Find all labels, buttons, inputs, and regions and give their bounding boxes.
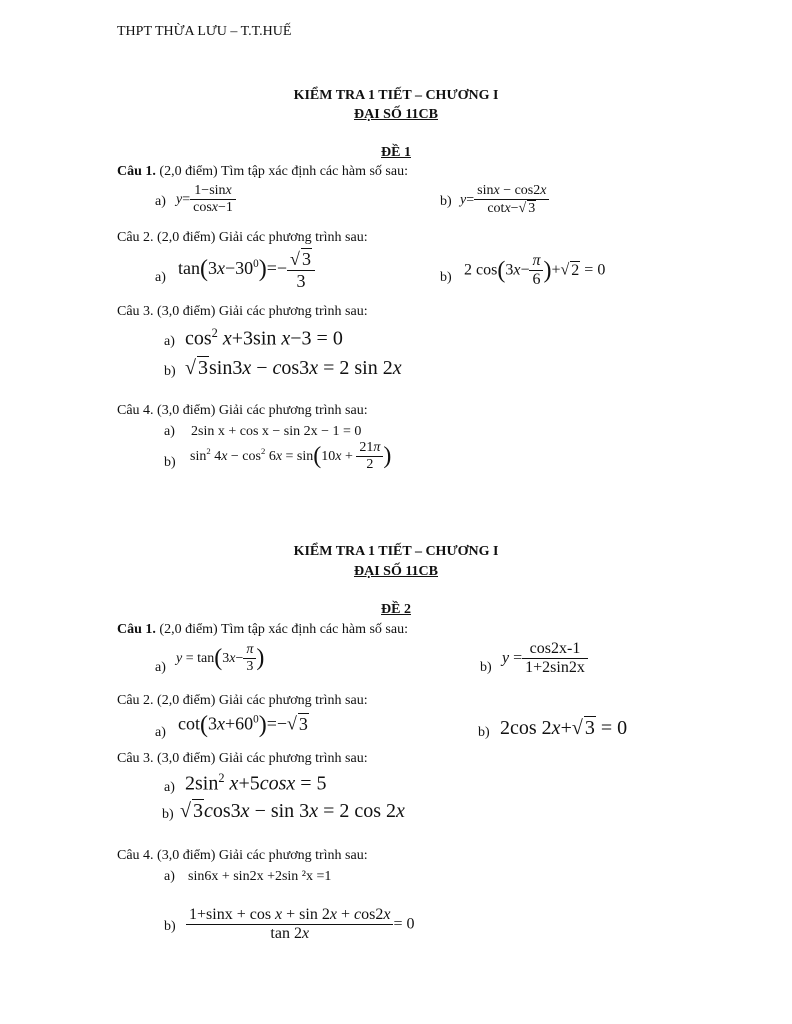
exam-title-1: KIỂM TRA 1 TIẾT – CHƯƠNG I bbox=[293, 88, 499, 103]
question-1-label-2: Câu 1. bbox=[117, 622, 156, 637]
question-1-label: Câu 1. bbox=[117, 164, 156, 179]
q1a-label-2: a) bbox=[155, 660, 166, 675]
q3b-label-2: b) bbox=[162, 807, 174, 822]
question-1-heading bbox=[117, 164, 408, 180]
question-1-text: (2,0 điểm) Tìm tập xác định các hàm số sau: bbox=[159, 164, 408, 179]
exam-subtitle-1: ĐẠI SỐ 11CB bbox=[353, 107, 439, 122]
q2a-formula-2: $\cot(3x+60^0)=-√$ 3 bbox=[178, 712, 308, 738]
school-header: THPT THỪA LƯU – T.T.HUẾ bbox=[117, 24, 292, 39]
q1a-formula: y= $\frac{1-\sin x}{\cos x-1}$ bbox=[176, 183, 236, 216]
q1b-formula: y= $\frac{\sin x - \cos 2x}{\cot x-√ 3}$ bbox=[460, 183, 549, 217]
q3a-formula: $\cos^2 x+3\sin$ x−3 = 0 bbox=[185, 326, 343, 350]
question-1-text-2: (2,0 điểm) Tìm tập xác định các hàm số sau: bbox=[159, 622, 408, 637]
q2a-label-2: a) bbox=[155, 725, 166, 740]
question-3-text-2: Câu 3. (3,0 điểm) Giải các phương trình sau: bbox=[117, 751, 368, 766]
question-4-text: Câu 4. (3,0 điểm) Giải các phương trình sau: bbox=[117, 403, 368, 418]
q2b-label-2: b) bbox=[478, 725, 490, 740]
q3b-label: b) bbox=[164, 364, 176, 379]
q4a-formula-2: sin6x + sin2x +2sin ²x =1 bbox=[188, 869, 332, 884]
q1b-formula-2: y = $\frac{\cos 2x-1}{1+2\sin 2x}$ bbox=[502, 640, 588, 678]
q1a-formula-2: y = tan(3x− $\frac{\pi}{3}$ ) bbox=[176, 642, 265, 675]
exam-code-2: ĐỀ 2 bbox=[381, 602, 411, 617]
q4a-formula: 2sin x + cos x − sin 2x − 1 = 0 bbox=[191, 424, 362, 439]
q2b-formula-2: 2cos 2x+√ 3 = 0 bbox=[500, 717, 628, 739]
q3a-formula-2: $2\sin^2$ x+5cosx = 5 bbox=[185, 771, 327, 795]
q4b-label: b) bbox=[164, 455, 176, 470]
q4a-label-2: a) bbox=[164, 869, 175, 884]
q1b-label: b) bbox=[440, 194, 452, 209]
q4b-formula-2: $\frac{\text{1+sinx + cos x + sin 2x + cos2x}}{\tan 2x}$ = 0 bbox=[186, 906, 414, 944]
q3b-formula: √ 3sin3x − cos3x = 2 sin 2x bbox=[185, 357, 402, 379]
question-4-text-2: Câu 4. (3,0 điểm) Giải các phương trình sau: bbox=[117, 848, 368, 863]
q3a-label-2: a) bbox=[164, 780, 175, 795]
q2b-formula: 2 cos(3x− $\frac{\pi}{6}$ )+√ 2 = 0 bbox=[464, 252, 606, 289]
q2b-label: b) bbox=[440, 270, 452, 285]
exam-title-2: KIỂM TRA 1 TIẾT – CHƯƠNG I bbox=[293, 544, 499, 559]
question-2-text-2: Câu 2. (2,0 điểm) Giải các phương trình sau: bbox=[117, 693, 368, 708]
question-1-heading-2 bbox=[117, 622, 408, 638]
question-2-text: Câu 2. (2,0 điểm) Giải các phương trình sau: bbox=[117, 230, 368, 245]
q1b-label-2: b) bbox=[480, 660, 492, 675]
exam-subtitle-2: ĐẠI SỐ 11CB bbox=[353, 564, 439, 579]
q3a-label: a) bbox=[164, 334, 175, 349]
question-3-text: Câu 3. (3,0 điểm) Giải các phương trình sau: bbox=[117, 304, 368, 319]
q4b-formula: $\sin^2 4x - \cos^2 6x = \sin(10x$ + $\frac{21\pi}{2}$ ) bbox=[190, 440, 392, 473]
q3b-formula-2: √ 3cos3x − sin 3x = 2 cos 2x bbox=[180, 800, 405, 822]
q2a-formula: $\tan(3x-30^0)=-$ $\frac{√ 3}{3}$ bbox=[178, 248, 315, 291]
q4b-label-2: b) bbox=[164, 919, 176, 934]
q4a-label: a) bbox=[164, 424, 175, 439]
exam-code-1: ĐỀ 1 bbox=[381, 145, 411, 160]
q1a-label: a) bbox=[155, 194, 166, 209]
q2a-label: a) bbox=[155, 270, 166, 285]
